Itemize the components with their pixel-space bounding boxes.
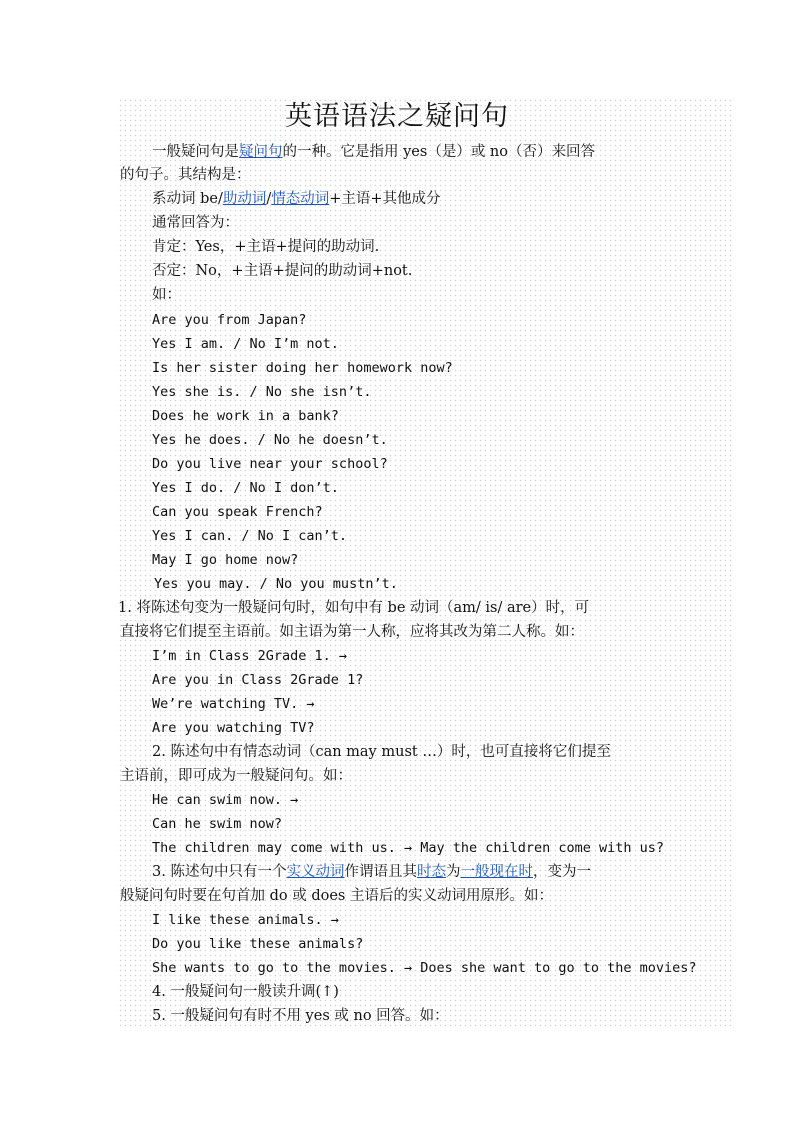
example-line: I’m in Class 2Grade 1. →	[152, 648, 348, 664]
example-line: Are you in Class 2Grade 1?	[152, 672, 364, 688]
rule-5-line: 5. 一般疑问句有时不用 yes 或 no 回答。如：	[152, 1008, 449, 1024]
page-title: 英语语法之疑问句	[285, 101, 509, 132]
example-line: Is her sister doing her homework now?	[152, 360, 453, 376]
example-line: The children may come with us. → May the children come with us?	[152, 840, 665, 856]
example-line: Yes I can. / No I can’t.	[152, 528, 348, 544]
intro-line-1: 一般疑问句是疑问句的一种。它是指用 yes（是）或 no（否）来回答	[152, 144, 595, 160]
example-line: We’re watching TV. →	[152, 696, 315, 712]
link-modal-verb[interactable]: 情态动词	[271, 191, 330, 207]
link-notional-verb[interactable]: 实义动词	[286, 864, 345, 880]
example-line: I like these animals. →	[152, 912, 339, 928]
rule-3-line-2: 般疑问句时要在句首加 do 或 does 主语后的实义动词用原形。如：	[120, 888, 553, 904]
link-tense[interactable]: 时态	[416, 864, 446, 880]
rule-1-line-1: 1. 将陈述句变为一般疑问句时，如句中有 be 动词（am/ is/ are）时，可	[118, 600, 590, 616]
rule-3-line-1: 3. 陈述句中只有一个实义动词作谓语且其时态为一般现在时，变为一	[152, 864, 591, 880]
example-line: Are you from Japan?	[152, 312, 307, 328]
example-line: Are you watching TV?	[152, 720, 315, 736]
example-line: Yes I do. / No I don’t.	[152, 480, 339, 496]
example-line: Does he work in a bank?	[152, 408, 339, 424]
intro-line-5: 肯定：Yes，+主语+提问的助动词.	[152, 239, 380, 255]
rule-1-line-2: 直接将它们提至主语前。如主语为第一人称，应将其改为第二人称。如：	[120, 624, 584, 640]
link-auxiliary-verb[interactable]: 助动词	[222, 191, 267, 207]
example-line: May I go home now?	[152, 552, 299, 568]
intro-line-3: 系动词 be/助动词/情态动词+主语+其他成分	[152, 191, 441, 207]
example-line: Do you live near your school?	[152, 456, 388, 472]
example-line: Can you speak French?	[152, 504, 323, 520]
example-line: Yes she is. / No she isn’t.	[152, 384, 372, 400]
intro-line-2: 的句子。其结构是：	[120, 167, 251, 183]
example-line: Do you like these animals?	[152, 936, 364, 952]
rule-2-line-1: 2. 陈述句中有情态动词（can may must …）时，也可直接将它们提至	[152, 744, 611, 760]
link-interrogative[interactable]: 疑问句	[239, 144, 283, 160]
intro-line-7: 如：	[152, 287, 181, 303]
example-line: Yes I am. / No I’m not.	[152, 336, 339, 352]
rule-4-line: 4. 一般疑问句一般读升调(↑)	[152, 984, 339, 1000]
link-simple-present[interactable]: 一般现在时	[460, 864, 533, 880]
rule-2-line-2: 主语前，即可成为一般疑问句。如：	[120, 768, 352, 784]
example-line: Can he swim now?	[152, 816, 283, 832]
intro-line-4: 通常回答为：	[152, 215, 239, 231]
example-line: Yes you may. / No you mustn’t.	[154, 576, 398, 592]
example-line: Yes he does. / No he doesn’t.	[152, 432, 388, 448]
example-line: He can swim now. →	[152, 792, 299, 808]
intro-line-6: 否定：No，+主语+提问的助动词+not.	[152, 263, 413, 279]
example-line: She wants to go to the movies. → Does she want to go to the movies?	[152, 960, 697, 976]
